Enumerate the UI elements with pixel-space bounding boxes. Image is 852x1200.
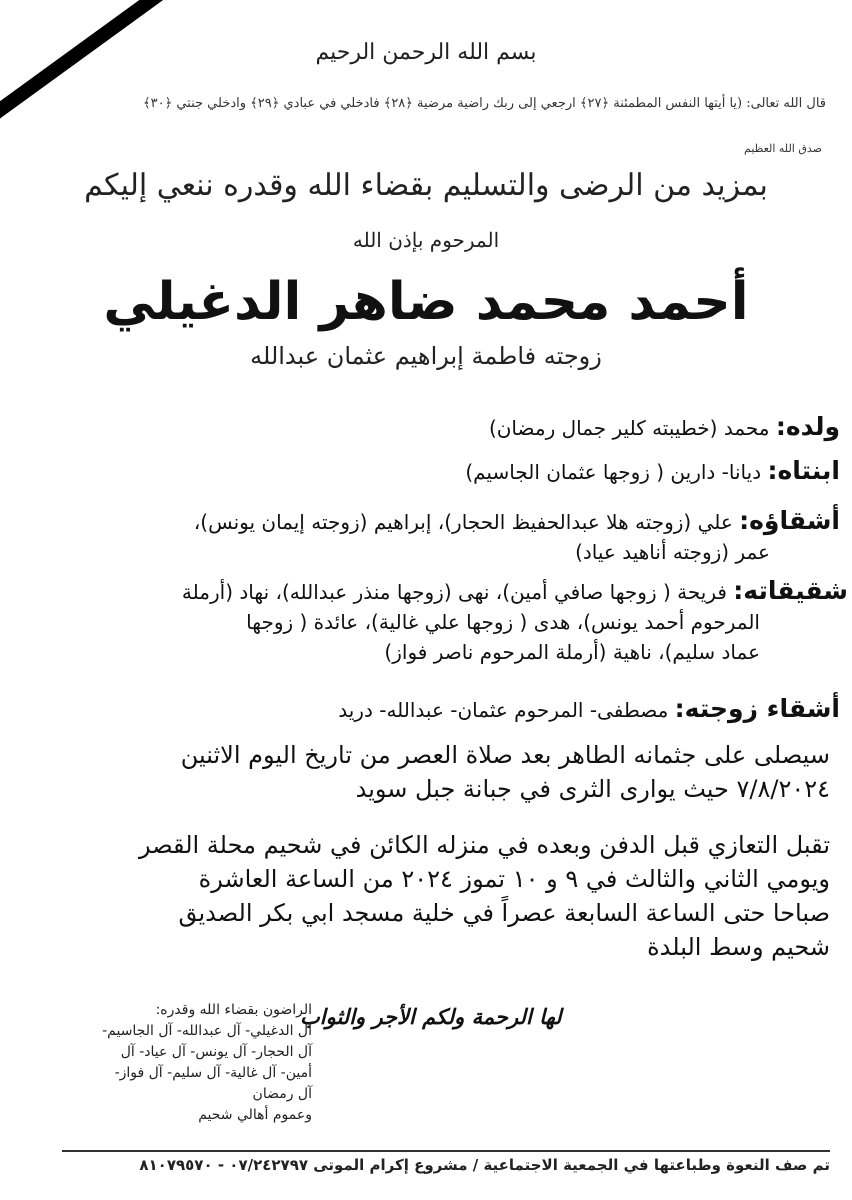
sisters-row (20, 576, 848, 667)
brothers-row (20, 506, 840, 567)
funeral-line-2: ٧/٨/٢٠٢٤ حيث يوارى الثرى في جبانة جبل سويد (355, 775, 830, 803)
grievers-line-2: آل الحجار- آل يونس- آل عياد- آل (120, 1044, 312, 1060)
sisters-label: شقيقاته: (733, 576, 848, 605)
funeral-line-1: سيصلى على جثمانه الطاهر بعد صلاة العصر من تاريخ اليوم الاثنين (180, 741, 830, 769)
basmala: بسم الله الرحمن الرحيم (315, 40, 537, 65)
condolences-line-3: صباحا حتى الساعة السابعة عصراً في خلية مسجد ابي بكر الصديق (178, 899, 830, 927)
quran-verse: قال الله تعالى: (يا أيتها النفس المطمئنة ﴿٢٧﴾ ارجعي إلى ربك راضية مرضية ﴿٢٨﴾ فادخلي في عبادي ﴿٢٩﴾ وادخلي جنتي ﴿٣٠﴾ (142, 96, 826, 111)
son-row (20, 412, 840, 443)
daughters-text: ديانا- دارين ( زوجها عثمان الجاسيم) (465, 460, 768, 484)
brothers-text: علي (زوجته هلا عبدالحفيظ الحجار)، إبراهيم (زوجته إيمان يونس)، (193, 510, 740, 534)
condolences-line-1: تقبل التعازي قبل الدفن وبعده في منزله الكائن في شحيم محلة القصر (139, 831, 830, 859)
deceased-name: أحمد محمد ضاهر الدغيلي (103, 272, 749, 332)
wife-brothers-row (20, 694, 840, 725)
grievers-line-3: أمين- آل غالية- آل سليم- آل فواز- (114, 1065, 312, 1081)
condolences-line-4: شحيم وسط البلدة (647, 933, 830, 961)
announcement-intro: بمزيد من الرضى والتسليم بقضاء الله وقدره ننعي إليكم (84, 168, 768, 203)
wife-brothers-text: مصطفى- المرحوم عثمان- عبدالله- دريد (338, 698, 675, 722)
wife-brothers-label: أشقاء زوجته: (674, 694, 840, 723)
footer-credit: تم صف النعوة وطباعتها في الجمعية الاجتماعية / مشروع إكرام الموتى ٠٧/٢٤٢٧٩٧ - ٨١٠٧٩٥٧٠ (139, 1156, 830, 1174)
brothers-label: أشقاؤه: (739, 506, 840, 535)
grievers-block (22, 1000, 312, 1126)
grievers-line-4: آل رمضان (252, 1086, 312, 1102)
daughters-label: ابنتاه: (767, 456, 840, 485)
son-text: محمد (خطيبته كلير جمال رمضان) (488, 416, 776, 440)
funeral-info (22, 738, 830, 806)
condolences-info (22, 828, 830, 964)
grievers-heading: الراضون بقضاء الله وقدره: (155, 1002, 312, 1018)
wife-line: زوجته فاطمة إبراهيم عثمان عبدالله (250, 342, 602, 370)
grievers-line-5: وعموم أهالي شحيم (198, 1107, 312, 1123)
grievers-line-1: آل الدغيلي- آل عبدالله- آل الجاسيم- (102, 1023, 312, 1039)
daughters-row (20, 456, 840, 487)
brothers-text-2: عمر (زوجته أناهيد عياد) (575, 540, 770, 564)
sisters-text-2: المرحوم أحمد يونس)، هدى ( زوجها علي غالية)، عائدة ( زوجها (246, 610, 760, 634)
son-label: ولده: (775, 412, 840, 441)
verse-closing: صدق الله العظيم (744, 142, 822, 155)
sisters-text-3: عماد سليم)، ناهية (أرملة المرحوم ناصر فواز) (384, 640, 760, 664)
sisters-text: فريحة ( زوجها صافي أمين)، نهى (زوجها منذر عبدالله)، نهاد (أرملة (181, 580, 734, 604)
deceased-label: المرحوم بإذن الله (352, 228, 500, 252)
footer-divider (62, 1150, 830, 1152)
condolences-line-2: ويومي الثاني والثالث في ٩ و ١٠ تموز ٢٠٢٤ من الساعة العاشرة (198, 865, 830, 893)
mourning-ribbon (0, 0, 179, 141)
mercy-phrase: لها الرحمة ولكم الأجر والثواب (300, 1004, 562, 1029)
